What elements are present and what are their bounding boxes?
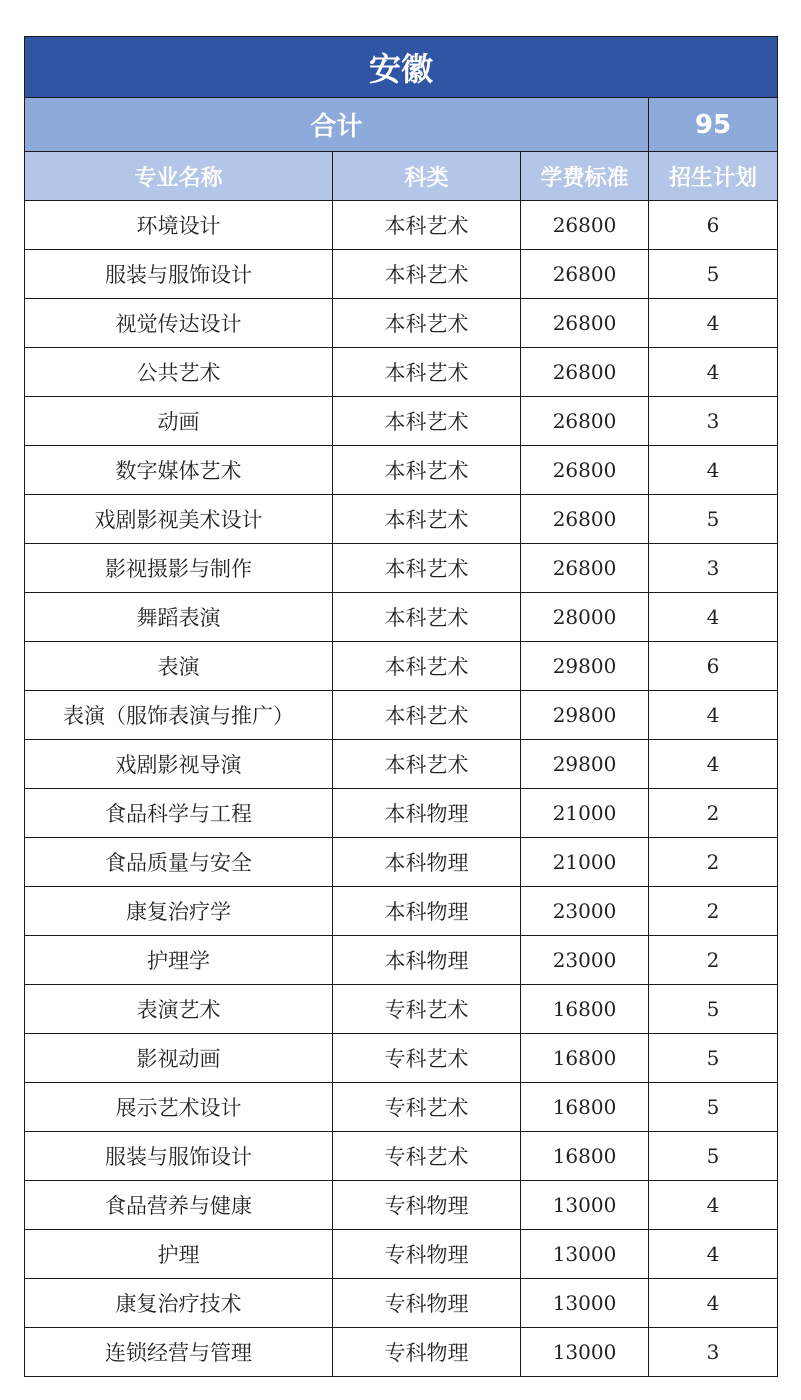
cell-tuition: 23000 bbox=[521, 936, 649, 985]
table-row bbox=[25, 1328, 778, 1377]
cell-category: 本科物理 bbox=[333, 887, 521, 936]
cell-category: 本科物理 bbox=[333, 789, 521, 838]
cell-tuition: 13000 bbox=[521, 1328, 649, 1377]
cell-major: 服装与服饰设计 bbox=[25, 1132, 333, 1181]
cell-plan: 3 bbox=[649, 1328, 778, 1377]
table-row bbox=[25, 789, 778, 838]
total-value: 95 bbox=[649, 98, 778, 152]
cell-plan: 6 bbox=[649, 201, 778, 250]
cell-major: 表演（服饰表演与推广） bbox=[25, 691, 333, 740]
cell-tuition: 29800 bbox=[521, 740, 649, 789]
table-body bbox=[25, 37, 778, 1377]
enrollment-plan-table bbox=[24, 36, 778, 1377]
cell-tuition: 16800 bbox=[521, 1034, 649, 1083]
cell-plan: 2 bbox=[649, 936, 778, 985]
column-header-category: 科类 bbox=[333, 152, 521, 201]
cell-tuition: 21000 bbox=[521, 789, 649, 838]
cell-tuition: 16800 bbox=[521, 985, 649, 1034]
cell-category: 本科艺术 bbox=[333, 495, 521, 544]
cell-category: 专科物理 bbox=[333, 1181, 521, 1230]
cell-tuition: 29800 bbox=[521, 642, 649, 691]
table-row bbox=[25, 985, 778, 1034]
cell-major: 表演 bbox=[25, 642, 333, 691]
cell-plan: 4 bbox=[649, 1230, 778, 1279]
cell-major: 护理 bbox=[25, 1230, 333, 1279]
cell-category: 本科艺术 bbox=[333, 201, 521, 250]
table-row bbox=[25, 691, 778, 740]
cell-plan: 5 bbox=[649, 250, 778, 299]
cell-major: 数字媒体艺术 bbox=[25, 446, 333, 495]
cell-plan: 4 bbox=[649, 593, 778, 642]
table-row bbox=[25, 250, 778, 299]
cell-category: 本科物理 bbox=[333, 838, 521, 887]
table-row bbox=[25, 1230, 778, 1279]
cell-tuition: 26800 bbox=[521, 397, 649, 446]
cell-tuition: 26800 bbox=[521, 348, 649, 397]
table-row bbox=[25, 887, 778, 936]
table-row bbox=[25, 740, 778, 789]
cell-major: 表演艺术 bbox=[25, 985, 333, 1034]
cell-tuition: 23000 bbox=[521, 887, 649, 936]
cell-category: 专科艺术 bbox=[333, 1083, 521, 1132]
cell-major: 环境设计 bbox=[25, 201, 333, 250]
cell-tuition: 13000 bbox=[521, 1181, 649, 1230]
cell-major: 公共艺术 bbox=[25, 348, 333, 397]
cell-plan: 4 bbox=[649, 348, 778, 397]
total-label: 合计 bbox=[25, 98, 649, 152]
header-row bbox=[25, 152, 778, 201]
table-row bbox=[25, 936, 778, 985]
table-row bbox=[25, 299, 778, 348]
table-row bbox=[25, 1181, 778, 1230]
table-row bbox=[25, 201, 778, 250]
column-header-tuition: 学费标准 bbox=[521, 152, 649, 201]
cell-major: 康复治疗技术 bbox=[25, 1279, 333, 1328]
cell-major: 护理学 bbox=[25, 936, 333, 985]
cell-plan: 4 bbox=[649, 446, 778, 495]
cell-category: 专科艺术 bbox=[333, 1034, 521, 1083]
cell-tuition: 26800 bbox=[521, 495, 649, 544]
table-row bbox=[25, 1034, 778, 1083]
cell-category: 本科艺术 bbox=[333, 691, 521, 740]
cell-major: 食品科学与工程 bbox=[25, 789, 333, 838]
cell-plan: 3 bbox=[649, 397, 778, 446]
cell-major: 康复治疗学 bbox=[25, 887, 333, 936]
cell-major: 连锁经营与管理 bbox=[25, 1328, 333, 1377]
cell-plan: 5 bbox=[649, 985, 778, 1034]
cell-category: 专科艺术 bbox=[333, 1132, 521, 1181]
cell-major: 影视动画 bbox=[25, 1034, 333, 1083]
cell-plan: 4 bbox=[649, 1279, 778, 1328]
cell-category: 本科物理 bbox=[333, 936, 521, 985]
cell-tuition: 26800 bbox=[521, 544, 649, 593]
cell-plan: 3 bbox=[649, 544, 778, 593]
cell-major: 戏剧影视导演 bbox=[25, 740, 333, 789]
cell-plan: 5 bbox=[649, 495, 778, 544]
cell-major: 食品营养与健康 bbox=[25, 1181, 333, 1230]
table-row bbox=[25, 1279, 778, 1328]
cell-category: 本科艺术 bbox=[333, 348, 521, 397]
cell-tuition: 13000 bbox=[521, 1279, 649, 1328]
cell-major: 戏剧影视美术设计 bbox=[25, 495, 333, 544]
cell-category: 专科艺术 bbox=[333, 985, 521, 1034]
table-row bbox=[25, 446, 778, 495]
table-title: 安徽 bbox=[25, 37, 778, 98]
table-row bbox=[25, 397, 778, 446]
cell-major: 影视摄影与制作 bbox=[25, 544, 333, 593]
cell-plan: 5 bbox=[649, 1034, 778, 1083]
table-row bbox=[25, 495, 778, 544]
title-row bbox=[25, 37, 778, 98]
table-row bbox=[25, 838, 778, 887]
table-row bbox=[25, 593, 778, 642]
cell-major: 动画 bbox=[25, 397, 333, 446]
cell-category: 本科艺术 bbox=[333, 397, 521, 446]
cell-tuition: 21000 bbox=[521, 838, 649, 887]
table-row bbox=[25, 642, 778, 691]
column-header-major: 专业名称 bbox=[25, 152, 333, 201]
cell-plan: 6 bbox=[649, 642, 778, 691]
table-row bbox=[25, 1132, 778, 1181]
cell-tuition: 26800 bbox=[521, 250, 649, 299]
cell-plan: 4 bbox=[649, 1181, 778, 1230]
cell-tuition: 16800 bbox=[521, 1132, 649, 1181]
cell-category: 专科物理 bbox=[333, 1230, 521, 1279]
cell-tuition: 13000 bbox=[521, 1230, 649, 1279]
cell-tuition: 26800 bbox=[521, 446, 649, 495]
cell-plan: 2 bbox=[649, 838, 778, 887]
cell-category: 本科艺术 bbox=[333, 544, 521, 593]
cell-category: 专科物理 bbox=[333, 1279, 521, 1328]
cell-plan: 4 bbox=[649, 299, 778, 348]
cell-major: 展示艺术设计 bbox=[25, 1083, 333, 1132]
table-row bbox=[25, 348, 778, 397]
column-header-plan: 招生计划 bbox=[649, 152, 778, 201]
cell-category: 本科艺术 bbox=[333, 299, 521, 348]
cell-category: 本科艺术 bbox=[333, 446, 521, 495]
cell-plan: 4 bbox=[649, 691, 778, 740]
cell-category: 专科物理 bbox=[333, 1328, 521, 1377]
cell-tuition: 29800 bbox=[521, 691, 649, 740]
cell-tuition: 26800 bbox=[521, 201, 649, 250]
cell-plan: 2 bbox=[649, 887, 778, 936]
cell-tuition: 16800 bbox=[521, 1083, 649, 1132]
table-row bbox=[25, 544, 778, 593]
cell-major: 服装与服饰设计 bbox=[25, 250, 333, 299]
cell-category: 本科艺术 bbox=[333, 250, 521, 299]
cell-plan: 5 bbox=[649, 1132, 778, 1181]
cell-major: 舞蹈表演 bbox=[25, 593, 333, 642]
cell-plan: 2 bbox=[649, 789, 778, 838]
cell-tuition: 26800 bbox=[521, 299, 649, 348]
cell-category: 本科艺术 bbox=[333, 642, 521, 691]
cell-major: 视觉传达设计 bbox=[25, 299, 333, 348]
cell-plan: 4 bbox=[649, 740, 778, 789]
table-row bbox=[25, 1083, 778, 1132]
cell-tuition: 28000 bbox=[521, 593, 649, 642]
cell-plan: 5 bbox=[649, 1083, 778, 1132]
cell-category: 本科艺术 bbox=[333, 740, 521, 789]
total-row bbox=[25, 98, 778, 152]
cell-category: 本科艺术 bbox=[333, 593, 521, 642]
cell-major: 食品质量与安全 bbox=[25, 838, 333, 887]
